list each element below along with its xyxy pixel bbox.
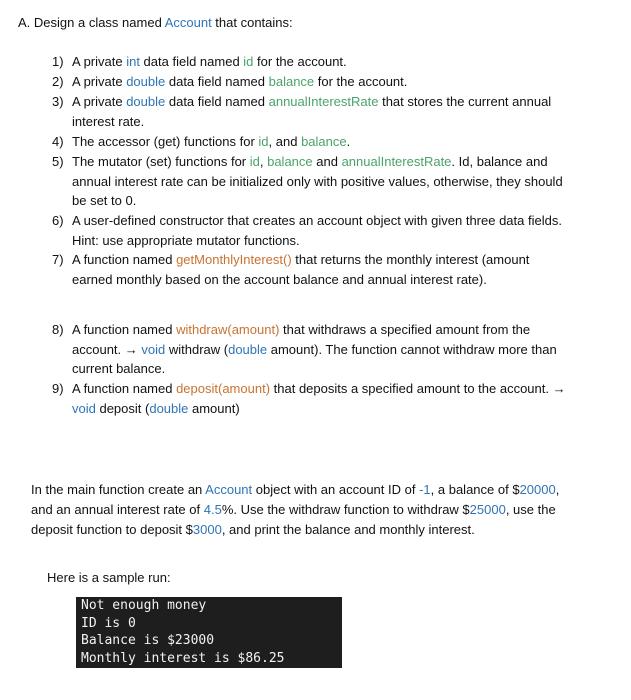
item-text: A user-defined constructor that creates an account object with given three data fields. Hint: use appropriate mutator functions. [72,213,562,248]
para-text: In the main function create an [31,482,206,497]
heading-class-name: Account [164,15,212,30]
para-text: , and print the balance and monthly interest. [221,521,475,537]
type-keyword: double [126,74,166,89]
field-name: annualInterestRate [341,154,452,169]
console-line: ID is 0 [81,615,136,631]
item-text: and [312,154,342,169]
para-text: %. Use the withdraw function to withdraw [221,501,463,517]
item-number: 8) [52,322,64,337]
section-heading [18,14,293,32]
item-text: for the account. [314,74,408,89]
item-number: 7) [52,252,64,267]
item-text: for the account. [253,54,347,69]
item-text: A private [72,94,127,109]
item-text: data field named [139,54,244,69]
item-text: , [259,154,268,169]
item-text: The accessor (get) functions for [72,134,259,149]
currency-symbol: $ [185,521,193,537]
para-text: , a balance of [430,482,513,497]
field-name: balance [267,154,313,169]
field-name: balance [268,74,315,89]
field-name: annualInterestRate [268,94,379,109]
list-item-4 [52,132,572,152]
list-item-2 [52,72,572,92]
sample-run-label: Here is a sample run: [47,570,171,585]
type-keyword: void [141,341,166,357]
currency-symbol: $ [462,501,470,517]
field-name: id [258,134,269,149]
item-text: . Id, balance and annual interest rate can be initialized only with positive values, otherwise, they should be set to 0. [72,154,563,208]
item-text: A private [72,54,127,69]
rate-value: 4.5 [203,501,222,517]
function-name: getMonthlyInterest() [176,252,292,267]
item-text: that deposits a specified amount to the account. → [270,381,566,396]
item-text: amount) [188,400,240,416]
item-text: data field named [165,74,269,89]
list-item-1 [52,52,572,72]
item-number: 3) [52,94,64,109]
list-item-5 [52,152,572,211]
console-output [76,597,342,668]
withdraw-value: 25000 [469,501,506,517]
function-name: withdraw(amount) [176,322,280,337]
item-number: 2) [52,74,64,89]
item-number: 6) [52,213,64,228]
balance-value: 20000 [519,482,556,497]
item-text: deposit ( [95,400,150,416]
item-text: A private [72,74,127,89]
item-text: that stores the current annual interest rate. [72,94,552,129]
item-text: that withdraws a specified amount from the account. → [72,322,531,357]
type-keyword: int [126,54,140,69]
list-item-3 [52,92,572,131]
item-text: A function named [72,381,177,396]
item-text: The mutator (set) functions for [72,154,250,169]
class-name: Account [205,482,253,497]
para-text: , use the deposit function to deposit [31,501,556,537]
item-text: A function named [72,252,177,267]
console-line: Monthly interest is $86.25 [81,650,285,666]
item-text: data field named [165,94,269,109]
para-text: object with an account ID of [252,482,420,497]
item-number: 5) [52,154,64,169]
heading-text-end: that contains: [211,15,293,30]
field-name: balance [301,134,347,149]
item-text: . [346,134,351,149]
item-text: withdraw ( [165,341,229,357]
item-text: amount). The function cannot withdraw more than current balance. [72,341,557,376]
type-keyword: void [72,400,96,416]
field-name: id [249,154,260,169]
currency-symbol: $ [512,482,520,497]
item-text: that returns the monthly interest (amount earned monthly based on the account balance and annual interest rate). [72,252,530,287]
item-number: 4) [52,134,64,149]
console-line: Balance is $23000 [81,633,215,648]
list-item-9 [52,379,572,418]
id-value: -1 [419,482,431,497]
type-keyword: double [149,400,189,416]
para-text: , and an annual interest rate of [31,482,560,517]
type-keyword: double [228,341,268,357]
item-number: 9) [52,381,64,396]
list-item-8 [52,320,572,379]
type-keyword: double [126,94,166,109]
heading-text: A. Design a class named [18,15,165,30]
console-line: Not enough money [81,598,207,613]
function-name: deposit(amount) [176,381,271,396]
list-item-7 [52,250,572,289]
deposit-value: 3000 [192,521,222,537]
main-function-paragraph [31,480,571,539]
list-item-6 [52,211,572,250]
field-name: id [243,54,254,69]
item-number: 1) [52,54,64,69]
item-text: A function named [72,322,177,337]
item-text: , and [268,134,302,149]
